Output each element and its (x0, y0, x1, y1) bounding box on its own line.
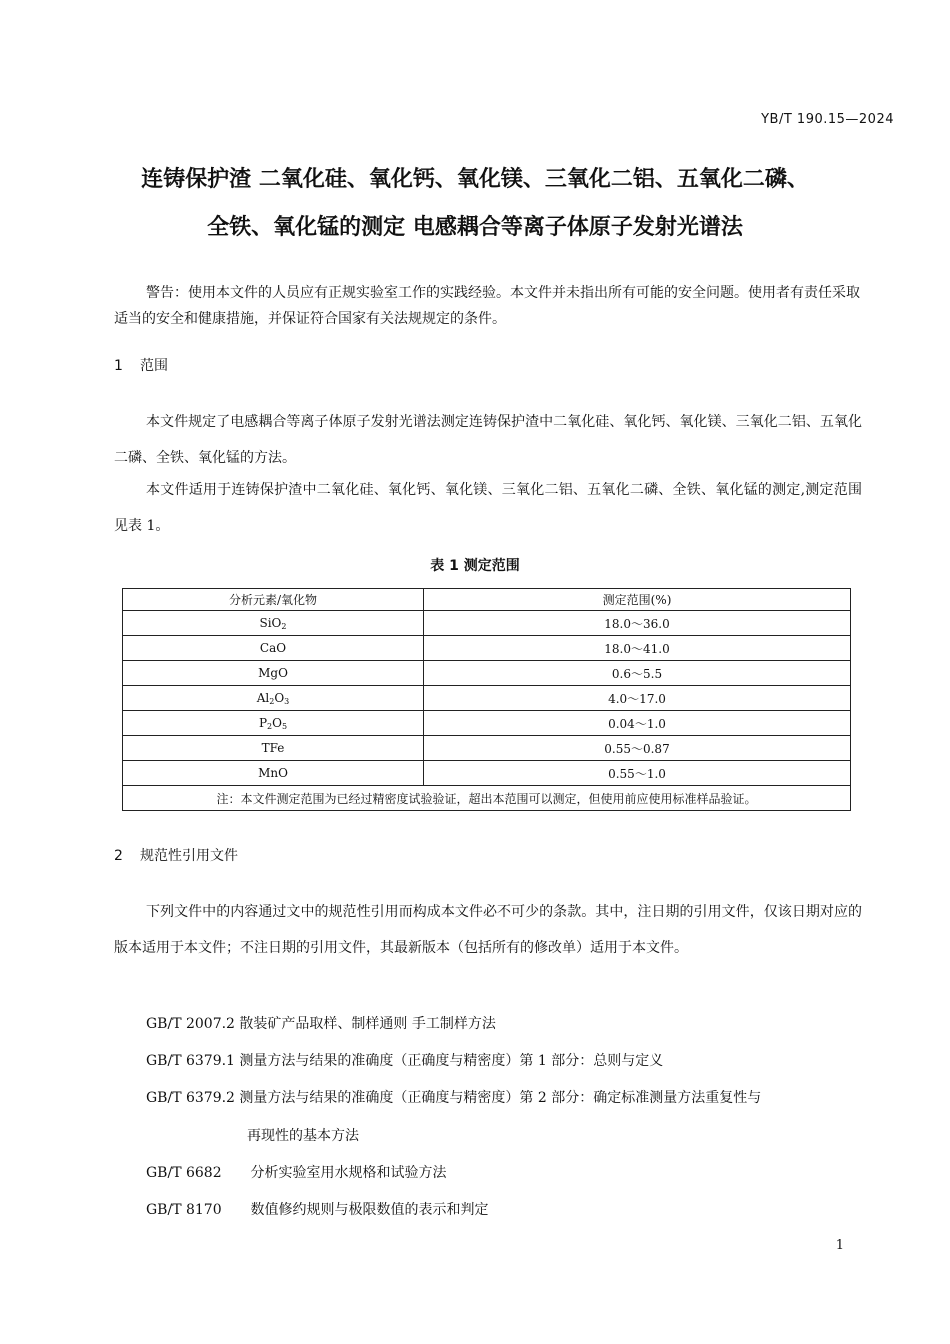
formula-subscript: 2 (267, 721, 273, 731)
section-1-paragraph-1: 本文件规定了电感耦合等离子体原子发射光谱法测定连铸保护渣中二氧化硅、氧化钙、氧化镁、三氧化二铝、五氧化二磷、全铁、氧化锰的方法。 (114, 414, 862, 466)
reference-code: GB/T 6379.1 (146, 1053, 235, 1069)
table-cell-element (123, 611, 424, 636)
document-title-line-1: 连铸保护渣 二氧化硅、氧化钙、氧化镁、三氧化二铝、五氧化二磷、 (141, 167, 809, 192)
table-row (123, 736, 851, 761)
reference-item (146, 1050, 663, 1070)
table-cell-range: 18.0～36.0 (424, 611, 851, 636)
page-number: 1 (835, 1238, 844, 1253)
table-cell-element (123, 761, 424, 786)
table-cell-range: 4.0～17.0 (424, 686, 851, 711)
table-note: 注：本文件测定范围为已经过精密度试验验证，超出本范围可以测定，但使用前应使用标准样品验证。 (123, 786, 851, 811)
formula-part: Al (256, 690, 270, 705)
section-1-paragraph-2: 本文件适用于连铸保护渣中二氧化硅、氧化钙、氧化镁、三氧化二铝、五氧化二磷、全铁、氧化锰的测定,测定范围见表 1。 (114, 482, 862, 534)
reference-item (146, 1199, 488, 1219)
reference-code: GB/T 6379.2 (146, 1090, 235, 1106)
reference-item (146, 1087, 761, 1107)
table-row (123, 686, 851, 711)
formula-part: P (258, 715, 268, 730)
table-row (123, 711, 851, 736)
table-cell-range: 18.0～41.0 (424, 636, 851, 661)
table-header-row (123, 589, 851, 611)
reference-title: 数值修约规则与极限数值的表示和判定 (250, 1202, 489, 1218)
section-2-number: 2 (114, 848, 123, 864)
reference-title: 散装矿产品取样、制样通则 手工制样方法 (239, 1016, 496, 1032)
section-1-title: 范围 (140, 358, 168, 374)
table-row (123, 636, 851, 661)
reference-code: GB/T 2007.2 (146, 1016, 235, 1032)
formula-subscript: 2 (269, 696, 275, 706)
section-1-heading (114, 355, 168, 375)
table-cell-range: 0.55～1.0 (424, 761, 851, 786)
table-cell-element (123, 686, 424, 711)
table-row (123, 661, 851, 686)
formula-subscript: 5 (281, 721, 288, 731)
table-cell-range: 0.6～5.5 (424, 661, 851, 686)
reference-title: 测量方法与结果的准确度（正确度与精密度）第 1 部分：总则与定义 (239, 1053, 664, 1069)
reference-code: GB/T 8170 (146, 1202, 222, 1218)
formula-part: SiO (259, 615, 282, 630)
table-caption: 表 1 测定范围 (430, 558, 520, 574)
section-2-title: 规范性引用文件 (140, 848, 238, 864)
formula-subscript: 2 (281, 621, 287, 631)
document-title-line-2: 全铁、氧化锰的测定 电感耦合等离子体原子发射光谱法 (207, 215, 743, 240)
reference-title-continued: 再现性的基本方法 (247, 1128, 359, 1144)
table-header-range: 测定范围(%) (424, 589, 851, 611)
reference-item (146, 1162, 446, 1182)
formula-part: MgO (258, 666, 288, 680)
table-cell-range: 0.55～0.87 (424, 736, 851, 761)
warning-paragraph: 警告：使用本文件的人员应有正规实验室工作的实践经验。本文件并未指出所有可能的安全问题。使用者有责任采取适当的安全和健康措施，并保证符合国家有关法规规定的条件。 (114, 285, 860, 327)
standard-code: YB/T 190.15—2024 (761, 112, 894, 127)
table-row (123, 761, 851, 786)
formula-part: O (272, 715, 282, 730)
table-cell-range: 0.04～1.0 (424, 711, 851, 736)
table-cell-element (123, 636, 424, 661)
formula-part: O (274, 690, 285, 705)
table-note-row (123, 786, 851, 811)
section-1-number: 1 (114, 358, 123, 374)
reference-code: GB/T 6682 (146, 1165, 222, 1181)
table-cell-element (123, 661, 424, 686)
section-2-paragraph: 下列文件中的内容通过文中的规范性引用而构成本文件必不可少的条款。其中，注日期的引用文件，仅该日期对应的版本适用于本文件；不注日期的引用文件，其最新版本（包括所有的修改单）适用于本文件。 (114, 904, 862, 956)
table-row (123, 611, 851, 636)
formula-subscript: 3 (284, 696, 290, 706)
formula-part: MnO (258, 766, 288, 780)
formula-part: TFe (261, 741, 285, 755)
table-cell-element (123, 736, 424, 761)
table-header-element: 分析元素/氧化物 (123, 589, 424, 611)
reference-item (146, 1013, 496, 1033)
formula-part: CaO (259, 641, 287, 655)
measurement-range-table (122, 588, 851, 811)
section-2-heading (114, 845, 238, 865)
reference-title: 分析实验室用水规格和试验方法 (250, 1165, 447, 1181)
reference-title: 测量方法与结果的准确度（正确度与精密度）第 2 部分：确定标准测量方法重复性与 (239, 1090, 762, 1106)
table-cell-element (123, 711, 424, 736)
